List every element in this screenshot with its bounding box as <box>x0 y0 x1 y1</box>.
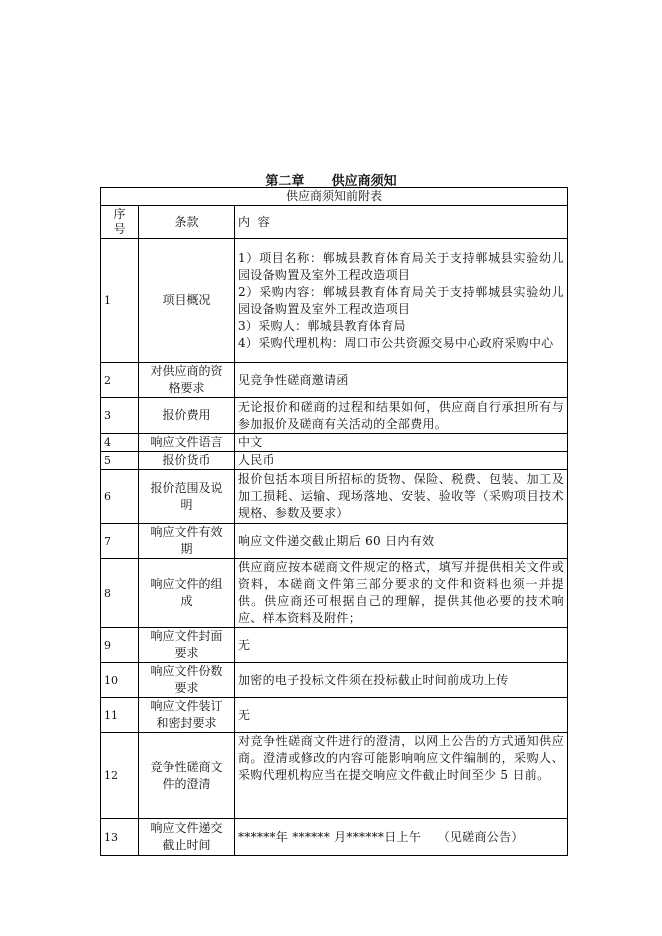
row-number: 4 <box>101 434 139 452</box>
table-row <box>101 452 568 470</box>
row-clause: 响应文件递交截止时间 <box>139 819 235 856</box>
content-line: 4）采购代理机构：周口市公共资源交易中心政府采购中心 <box>238 335 554 350</box>
content-line: 1）项目名称：郸城县教育体育局关于支持郸城县实验幼儿园设备购置及室外工程改造项目 <box>238 250 564 282</box>
row-content <box>235 698 568 733</box>
row-number: 9 <box>101 628 139 663</box>
row-clause: 响应文件封面要求 <box>139 628 235 663</box>
table-row <box>101 434 568 452</box>
row-content <box>235 398 568 434</box>
row-clause: 报价范围及说明 <box>139 470 235 524</box>
content-line: 供应商应按本磋商文件规定的格式，填写并提供相关文件或资料，本磋商文件第三部分要求的文件和资料也须一并提供。供应商还可根据自己的理解，提供其他必要的技术响应、样本资料及附件； <box>238 560 564 625</box>
table-row <box>101 559 568 628</box>
row-number: 7 <box>101 524 139 559</box>
table-row <box>101 628 568 663</box>
table-row <box>101 819 568 856</box>
table-caption-row <box>101 188 568 206</box>
row-number: 11 <box>101 698 139 733</box>
content-line: 无 <box>238 707 251 722</box>
row-number: 13 <box>101 819 139 856</box>
content-line: 人民币 <box>238 453 275 467</box>
row-content <box>235 470 568 524</box>
row-number: 8 <box>101 559 139 628</box>
table-row <box>101 524 568 559</box>
content-line: 加密的电子投标文件须在投标截止时间前成功上传 <box>238 672 509 687</box>
row-number: 1 <box>101 239 139 363</box>
row-clause: 响应文件份数要求 <box>139 663 235 698</box>
row-content <box>235 363 568 398</box>
table-row <box>101 398 568 434</box>
table-row <box>101 239 568 363</box>
content-line: 中文 <box>238 435 263 449</box>
header-content: 内 容 <box>235 206 568 239</box>
row-clause: 响应文件的组成 <box>139 559 235 628</box>
table-row <box>101 363 568 398</box>
row-number: 3 <box>101 398 139 434</box>
row-content <box>235 819 568 856</box>
table-header-row <box>101 206 568 239</box>
table-row <box>101 698 568 733</box>
content-line: 报价包括本项目所招标的货物、保险、税费、包装、加工及加工损耗、运输、现场落地、安装、验收等（采购项目技术规格、参数及要求） <box>238 472 564 520</box>
row-content <box>235 434 568 452</box>
row-content <box>235 733 568 819</box>
row-clause: 竞争性磋商文件的澄清 <box>139 733 235 819</box>
supplier-notice-table <box>100 187 568 856</box>
table-caption: 供应商须知前附表 <box>101 188 568 206</box>
table-row <box>101 733 568 819</box>
table-row <box>101 663 568 698</box>
content-line: 见竞争性磋商邀请函 <box>238 372 349 387</box>
row-number: 10 <box>101 663 139 698</box>
content-line: 2）采购内容：郸城县教育体育局关于支持郸城县实验幼儿园设备购置及室外工程改造项目 <box>238 284 564 316</box>
chapter-title: 第二章 供应商须知 <box>265 174 397 189</box>
row-content <box>235 559 568 628</box>
row-content <box>235 663 568 698</box>
row-number: 2 <box>101 363 139 398</box>
header-clause: 条款 <box>139 206 235 239</box>
table-row <box>101 470 568 524</box>
row-number: 5 <box>101 452 139 470</box>
row-clause: 响应文件有效期 <box>139 524 235 559</box>
content-line: 对竞争性磋商文件进行的澄清，以网上公告的方式通知供应商。澄清或修改的内容可能影响响应文件编制的，采购人、采购代理机构应当在提交响应文件截止时间至少 5 日前。 <box>238 734 564 782</box>
row-clause: 响应文件装订和密封要求 <box>139 698 235 733</box>
row-content <box>235 628 568 663</box>
row-clause: 报价费用 <box>139 398 235 434</box>
row-number: 12 <box>101 733 139 819</box>
row-clause: 对供应商的资格要求 <box>139 363 235 398</box>
row-content <box>235 524 568 559</box>
row-clause: 报价货币 <box>139 452 235 470</box>
row-number: 6 <box>101 470 139 524</box>
content-line: 无论报价和磋商的过程和结果如何，供应商自行承担所有与参加报价及磋商有关活动的全部费用。 <box>238 399 564 431</box>
row-content <box>235 239 568 363</box>
row-content <box>235 452 568 470</box>
content-line: 响应文件递交截止期后 60 日内有效 <box>238 533 435 548</box>
content-line: ******年 ****** 月******日上午 （见磋商公告） <box>238 829 524 844</box>
content-line: 3）采购人：郸城县教育体育局 <box>238 318 406 333</box>
content-line: 无 <box>238 637 251 652</box>
row-clause: 项目概况 <box>139 239 235 363</box>
header-num: 序号 <box>101 206 139 239</box>
row-clause: 响应文件语言 <box>139 434 235 452</box>
